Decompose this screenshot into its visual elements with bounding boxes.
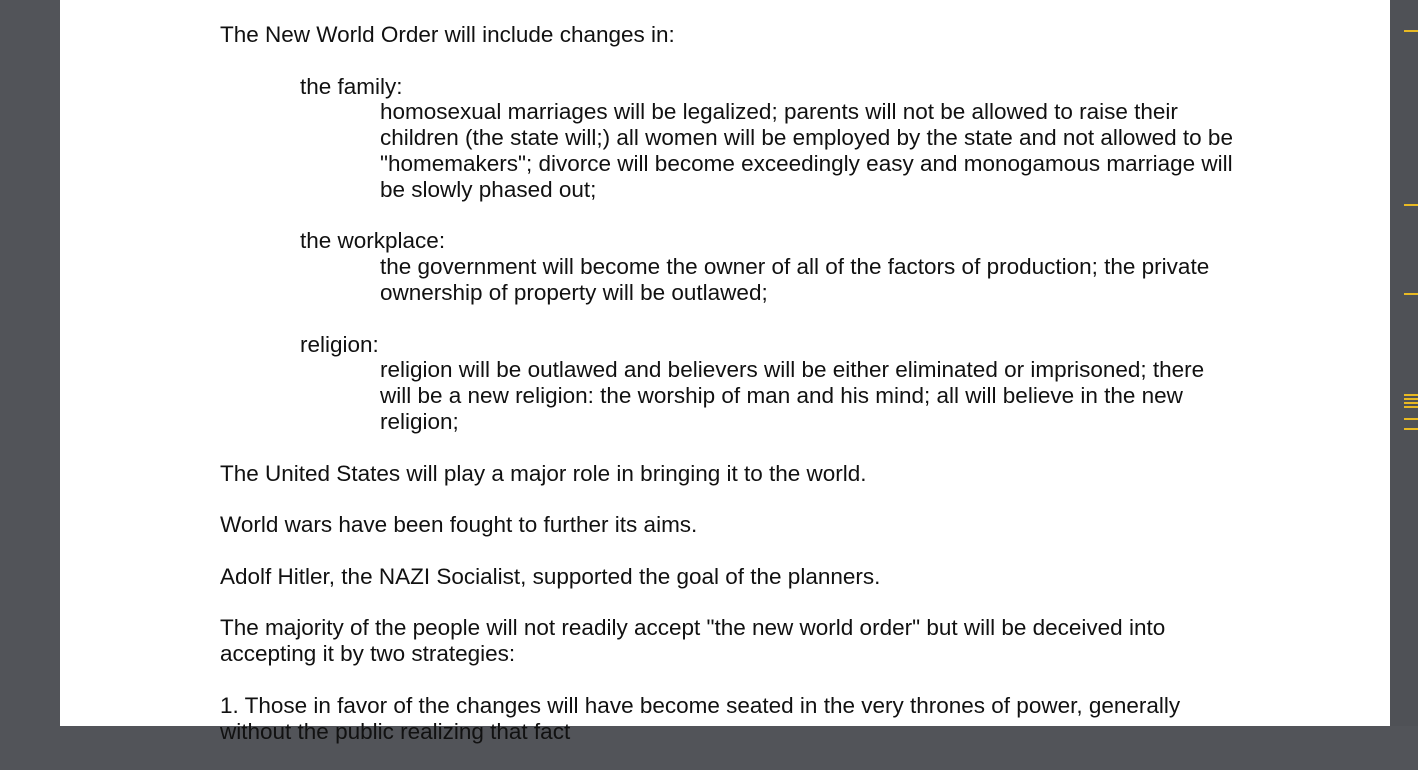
search-hit-marker[interactable]	[1404, 402, 1418, 404]
section-line: be slowly phased out;	[380, 176, 597, 202]
vertical-scrollbar[interactable]	[1390, 0, 1418, 726]
search-hit-marker[interactable]	[1404, 418, 1418, 420]
paragraph-line: accepting it by two strategies:	[220, 641, 516, 667]
section-line: homosexual marriages will be legalized; parents will not be allowed to raise their	[380, 99, 1178, 125]
section-line: religion;	[380, 408, 459, 434]
section-line: will be a new religion: the worship of man and his mind; all will believe in the new	[380, 383, 1183, 409]
section-religion	[220, 332, 1270, 435]
paragraph: The United States will play a major role in bringing it to the world.	[220, 460, 867, 486]
section-heading: religion:	[300, 331, 379, 357]
intro-paragraph: The New World Order will include changes in:	[220, 22, 675, 47]
section-line: the government will become the owner of all of the factors of production; the private	[380, 254, 1210, 280]
paragraph-line: 1. Those in favor of the changes will have become seated in the very thrones of power, generally	[220, 692, 1181, 718]
section-workplace	[220, 228, 1270, 305]
section-line: religion will be outlawed and believers will be either eliminated or imprisoned; there	[380, 357, 1205, 383]
section-line: "homemakers"; divorce will become exceedingly easy and monogamous marriage will	[380, 150, 1233, 176]
section-family	[220, 74, 1270, 203]
majority-paragraph	[220, 615, 1270, 667]
paragraph-line: without the public realizing that fact	[220, 718, 571, 744]
search-hit-marker[interactable]	[1404, 394, 1418, 396]
search-hit-marker[interactable]	[1404, 204, 1418, 206]
section-line: ownership of property will be outlawed;	[380, 279, 768, 305]
paragraph: World wars have been fought to further its aims.	[220, 512, 698, 538]
section-heading: the workplace:	[300, 228, 446, 254]
document-page	[60, 0, 1390, 744]
paragraph-line: The majority of the people will not readily accept "the new world order" but will be deceived into	[220, 615, 1166, 641]
section-line: children (the state will;) all women will be employed by the state and not allowed to be	[380, 125, 1233, 151]
search-hit-marker[interactable]	[1404, 406, 1418, 408]
search-hit-marker[interactable]	[1404, 30, 1418, 32]
paragraph: Adolf Hitler, the NAZI Socialist, supported the goal of the planners.	[220, 563, 881, 589]
page-content	[220, 22, 1270, 770]
numbered-item-1	[220, 693, 1270, 745]
search-hit-marker[interactable]	[1404, 293, 1418, 295]
search-hit-marker[interactable]	[1404, 428, 1418, 430]
search-hit-marker[interactable]	[1404, 398, 1418, 400]
section-heading: the family:	[300, 73, 403, 99]
